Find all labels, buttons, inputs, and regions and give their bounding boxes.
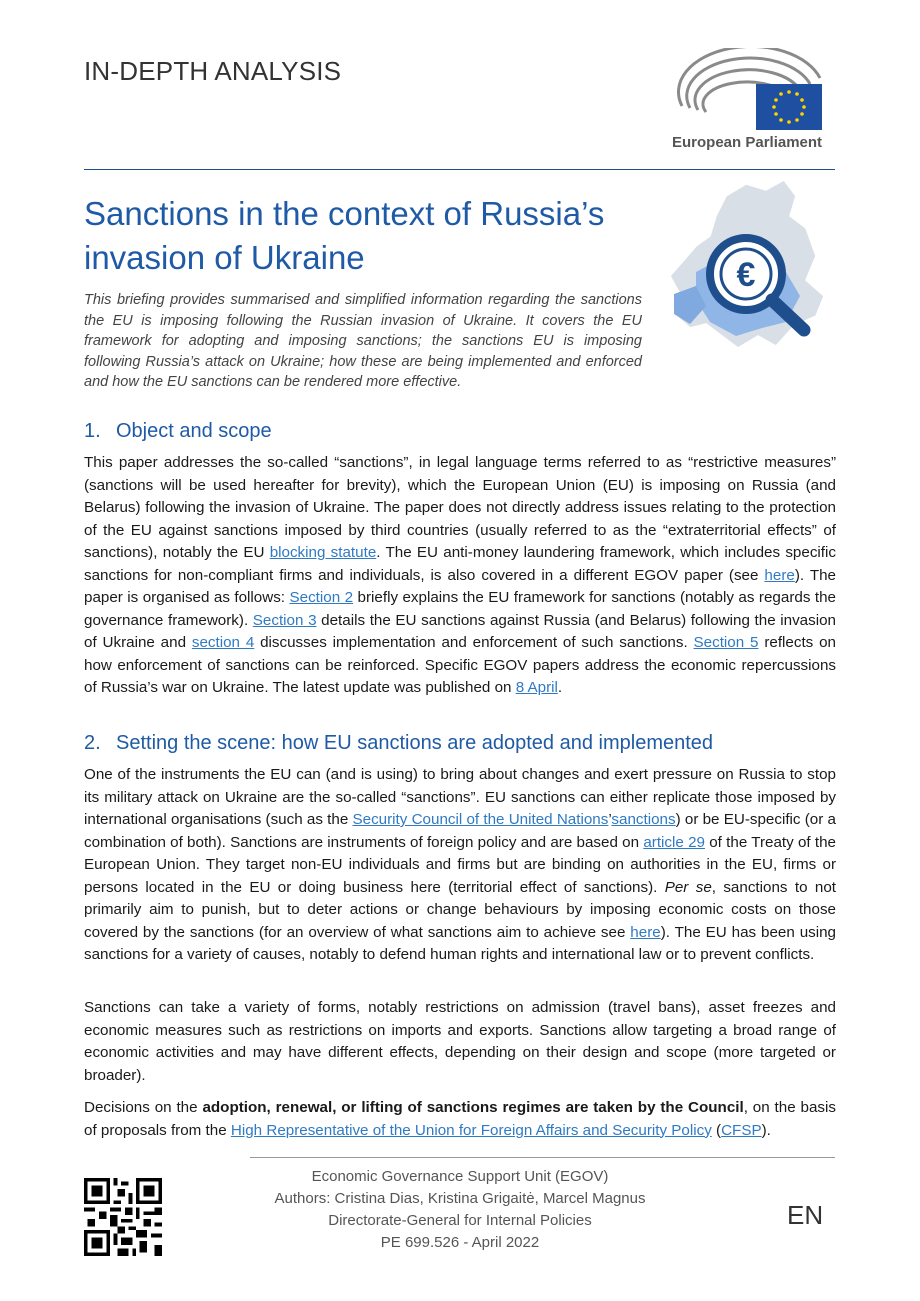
link-8-april[interactable]: 8 April xyxy=(515,679,558,696)
text-run-italic: Per se xyxy=(664,878,712,896)
link-section-3[interactable]: Section 3 xyxy=(252,611,317,629)
section-1-number: 1. xyxy=(84,420,101,442)
document-type-label: IN-DEPTH ANALYSIS xyxy=(84,56,342,86)
text-run: reflects on how enforcement of sanctions can be reinforced. Specific EGOV papers address the economic repercussions of Russia’s war on Ukraine. The latest update was published on xyxy=(84,634,837,696)
text-run: ( xyxy=(711,1121,722,1139)
section-1-paragraph xyxy=(84,452,836,700)
section-2-heading xyxy=(84,732,713,755)
footer-divider xyxy=(250,1157,835,1158)
text-run: One of the instruments the EU can (and is using) to bring about changes and exert pressure on Russia to stop its military attack on Ukraine are the so-called “sanctions”. EU sanctions can either replicate those imposed by international organisations (such as the xyxy=(84,766,836,828)
section-2-title: Setting the scene: how EU sanctions are adopted and implemented xyxy=(116,732,714,754)
text-run: ). The EU has been using sanctions for a variety of causes, notably to defend human rights and international law or to prevent conflicts. xyxy=(84,923,837,963)
footer-info xyxy=(240,1166,680,1254)
text-run: ) or be EU-specific (or a combination of both). Sanctions are instruments of foreign policy and are based on xyxy=(84,811,836,851)
text-run-bold: adoption, renewal, or lifting of sanctions regimes are taken by the Council xyxy=(202,1099,744,1116)
qr-code[interactable] xyxy=(84,1178,162,1256)
text-run: , sanctions to not primarily aim to punish, but to deter actions or change behaviours by imposing economic costs on those covered by the sanctions (for an overview of what sanctions aim to achieve see xyxy=(84,878,836,941)
section-2-paragraph-3 xyxy=(84,1097,836,1142)
text-run: . The EU anti-money laundering framework, which includes specific sanctions for non-compliant firms and individuals, is also covered in a different EGOV paper (see xyxy=(84,544,836,584)
link-here-aml[interactable]: here xyxy=(764,566,795,584)
link-section-2[interactable]: Section 2 xyxy=(289,589,354,606)
text-run: discusses implementation and enforcement of such sanctions. xyxy=(254,634,694,651)
text-run: briefly explains the EU framework for sanctions (notably as regards the governance framework). xyxy=(84,589,836,629)
section-2-paragraph-2: Sanctions can take a variety of forms, notably restrictions on admission (travel bans), asset freezes and economic measures such as restrictions on imports and exports. Sanctions allow targeting a broad range of economic activities and may have different effects, depending on their design and scope (more targeted or broader). xyxy=(84,999,836,1084)
euro-magnifier-map-illustration xyxy=(666,176,836,356)
text-run: Decisions on the xyxy=(84,1099,203,1116)
european-parliament-logo-text: European Parliament xyxy=(672,134,823,151)
section-1-heading xyxy=(84,420,272,443)
text-run: . xyxy=(557,679,563,696)
footer-reference: PE 699.526 - April 2022 xyxy=(380,1234,540,1251)
language-code: EN xyxy=(787,1200,824,1230)
section-2-paragraph-1 xyxy=(84,764,836,967)
section-2-number: 2. xyxy=(84,732,101,754)
text-run: , on the basis of proposals from the xyxy=(84,1099,836,1139)
header-divider xyxy=(84,169,835,170)
link-here-overview[interactable]: here xyxy=(630,923,661,941)
page-title: Sanctions in the context of Russia’s invasion of Ukraine xyxy=(84,195,605,276)
text-run: This paper addresses the so-called “sanctions”, in legal language terms referred to as “restrictive measures” (sanctions will be used hereafter for brevity), which the European Union (EU) is imposing on Russia (and Belarus) following the invasion of Ukraine. The paper does not directly address issues relating to the protection of the EU against sanctions imposed by third countries (usually referred to as the “extraterritorial effects” of sanctions), notably the EU xyxy=(84,454,836,561)
text-run: ). The paper is organised as follows: xyxy=(84,566,836,606)
link-section-5[interactable]: Section 5 xyxy=(693,634,759,651)
footer-unit: Economic Governance Support Unit (EGOV) xyxy=(311,1168,609,1185)
text-run: ’ xyxy=(608,811,612,828)
footer-authors: Authors: Cristina Dias, Kristina Grigaitė, Marcel Magnus xyxy=(274,1190,646,1207)
svg-text:€: € xyxy=(736,256,756,294)
link-section-4[interactable]: section 4 xyxy=(191,634,255,651)
text-run: of the Treaty of the European Union. They target non-EU individuals and firms but are binding on authorities in the EU, firms or persons located in the EU or doing business here (territorial effect of sanctions). xyxy=(84,833,837,896)
link-high-representative[interactable]: High Representative of the Union for Foreign Affairs and Security Policy xyxy=(230,1121,712,1139)
abstract: This briefing provides summarised and simplified information regarding the sanctions the EU is imposing following the Russian invasion of Ukraine. It covers the EU framework for adopting and imposing sanctions; the sanctions EU is imposing following Russia’s attack on Ukraine; how these are being implemented and enforced and how the EU sanctions can be rendered more effective. xyxy=(84,292,642,390)
text-run: ). xyxy=(761,1121,771,1139)
section-1-title: Object and scope xyxy=(116,420,272,442)
footer-directorate: Directorate-General for Internal Policies xyxy=(328,1212,592,1229)
link-article-29[interactable]: article 29 xyxy=(643,833,705,851)
link-un-security-council[interactable]: Security Council of the United Nations xyxy=(352,811,609,828)
link-un-sanctions[interactable]: sanctions xyxy=(611,811,676,828)
link-cfsp[interactable]: CFSP xyxy=(721,1121,762,1139)
link-blocking-statute[interactable]: blocking statute xyxy=(269,544,377,561)
text-run: details the EU sanctions against Russia (and Belarus) following the invasion of Ukraine and xyxy=(84,611,836,651)
